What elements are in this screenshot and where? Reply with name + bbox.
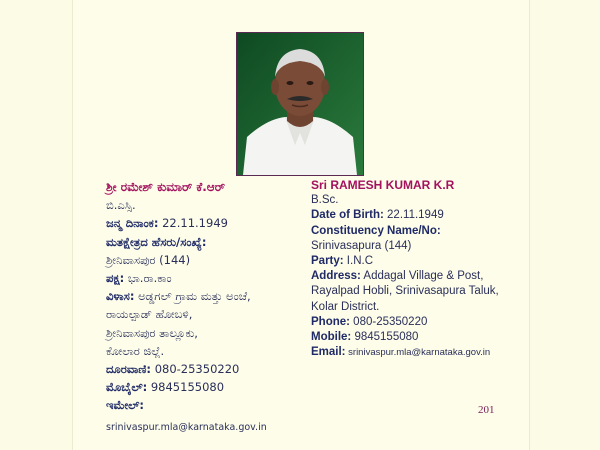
party-label-kannada: ಪಕ್ಷ: xyxy=(106,271,125,286)
address-line2-kannada: ರಾಯಲ್ಪಾಡ್ ಹೋಬಳಿ, xyxy=(106,307,193,322)
constituency-value-english: Srinivasapura (144) xyxy=(311,239,412,252)
phone-row-kannada xyxy=(106,360,306,378)
phone-row-english xyxy=(311,315,521,330)
dob-value-english: 22.11.1949 xyxy=(383,209,444,222)
page-number: 201 xyxy=(478,404,495,416)
qualification-english: B.Sc. xyxy=(311,194,339,207)
mobile-row-english xyxy=(311,330,521,345)
phone-value-english: 080-25350220 xyxy=(349,315,428,328)
phone-label-kannada: ದೂರವಾಣಿ: xyxy=(106,362,152,377)
member-name-english: Sri RAMESH KUMAR K.R xyxy=(311,178,455,192)
address-row-kannada xyxy=(106,287,306,305)
member-name-kannada: ಶ್ರೀ ರಮೇಶ್ ಕುಮಾರ್ ಕೆ.ಆರ್ xyxy=(106,180,225,194)
email-label-english: Email: xyxy=(311,346,346,359)
kannada-profile xyxy=(106,178,306,437)
address-label-kannada: ವಿಳಾಸ: xyxy=(106,289,135,304)
qualification-kannada: ಬಿ.ಎಸ್ಸಿ. xyxy=(106,198,136,213)
constituency-label-english: Constituency Name/No: xyxy=(311,224,441,237)
constituency-value-kannada: ಶ್ರೀನಿವಾಸಪುರ (144) xyxy=(106,252,191,267)
mobile-label-english: Mobile: xyxy=(311,331,352,344)
mobile-row-kannada xyxy=(106,378,306,396)
email-value-english: srinivaspur.mla@karnataka.gov.in xyxy=(345,347,491,359)
dob-label-kannada: ಜನ್ಮ ದಿನಾಂಕ: xyxy=(106,216,159,231)
address-line4-kannada: ಕೋಲಾರ ಜಿಲ್ಲೆ. xyxy=(106,343,165,358)
constituency-label-kannada: ಮತಕ್ಷೇತ್ರದ ಹೆಸರು/ಸಂಖ್ಯೆ: xyxy=(106,234,207,249)
mobile-label-kannada: ಮೊಬೈಲ್: xyxy=(106,380,148,395)
portrait-photo xyxy=(236,32,364,176)
phone-label-english: Phone: xyxy=(311,315,350,328)
dob-row-kannada xyxy=(106,214,306,232)
english-profile xyxy=(311,178,521,360)
email-label-kannada: ಇಮೇಲ್: xyxy=(106,398,144,413)
mobile-value-english: 9845155080 xyxy=(351,331,419,344)
party-row-english xyxy=(311,254,521,269)
email-row-english xyxy=(311,345,521,360)
address-line1-english: Addagal Village & Post, xyxy=(360,270,484,283)
address-line1-kannada: ಅಡ್ಡಗಲ್ ಗ್ರಾಮ ಮತ್ತು ಅಂಚೆ, xyxy=(134,289,251,304)
address-line3-english: Kolar District. xyxy=(311,300,380,313)
address-label-english: Address: xyxy=(311,270,361,283)
email-value-kannada: srinivaspur.mla@karnataka.gov.in xyxy=(106,421,267,433)
party-row-kannada xyxy=(106,269,306,287)
party-value-kannada: ಭಾ.ರಾ.ಕಾಂ xyxy=(124,271,172,286)
email-row-kannada xyxy=(106,396,306,436)
dob-label-english: Date of Birth: xyxy=(311,209,384,222)
mobile-value-kannada: 9845155080 xyxy=(147,380,225,395)
address-line2-english: Rayalpad Hobli, Srinivasapura Taluk, xyxy=(311,285,499,298)
party-value-english: I.N.C xyxy=(343,255,373,268)
dob-value-kannada: 22.11.1949 xyxy=(158,216,228,231)
address-row-english xyxy=(311,269,521,284)
phone-value-kannada: 080-25350220 xyxy=(151,362,240,377)
address-line3-kannada: ಶ್ರೀನಿವಾಸಪುರ ತಾಲ್ಲೂಕು, xyxy=(106,325,198,340)
party-label-english: Party: xyxy=(311,255,344,268)
dob-row-english xyxy=(311,208,521,223)
portrait-illustration xyxy=(237,33,363,175)
